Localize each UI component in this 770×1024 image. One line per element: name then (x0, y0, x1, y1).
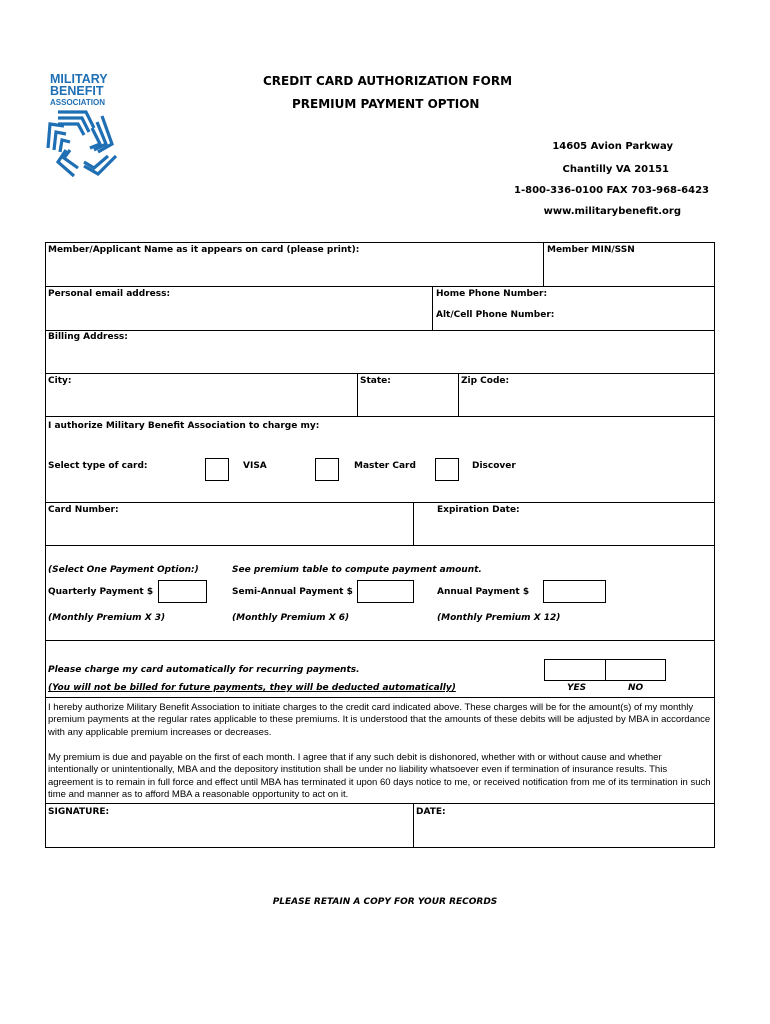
recurring-note: (You will not be billed for future payments, they will be deducted automatically) (48, 683, 456, 693)
select-option-label: (Select One Payment Option:) (48, 565, 199, 575)
annual-amount-field[interactable] (543, 580, 606, 603)
mastercard-checkbox[interactable] (315, 458, 339, 481)
mba-star-logo-icon (44, 106, 120, 178)
email-field[interactable] (47, 302, 430, 328)
cell-phone-field[interactable] (552, 309, 712, 327)
yes-label: YES (567, 683, 587, 693)
member-name-label: Member/Applicant Name as it appears on card (please print): (48, 245, 360, 255)
divider (413, 803, 414, 848)
member-name-field[interactable] (47, 258, 541, 284)
date-field[interactable] (415, 820, 712, 846)
logo (50, 73, 130, 108)
logo-line1: MILITARY (50, 72, 108, 86)
form-title: CREDIT CARD AUTHORIZATION FORM (263, 74, 513, 88)
divider (432, 286, 433, 330)
visa-checkbox[interactable] (205, 458, 229, 481)
expiration-label: Expiration Date: (437, 505, 520, 515)
divider (45, 286, 715, 287)
authorization-paragraph: I hereby authorize Military Benefit Association to initiate charges to the credit card indicated above. These charges will be for the amount(s) of my monthly premium payments at the regular rates applicable to these premiums. It is understood that the amounts of these debits will be adjusted by MBA in accordance with any applicable premium increases or decreases. (48, 702, 711, 738)
home-phone-field[interactable] (540, 288, 712, 306)
city-label: City: (48, 376, 72, 386)
billing-address-field[interactable] (47, 345, 712, 371)
divider (45, 416, 715, 417)
recurring-yes-box[interactable] (544, 659, 606, 681)
card-number-field[interactable] (47, 518, 411, 543)
discover-label: Discover (472, 461, 516, 471)
semiannual-amount-field[interactable] (357, 580, 414, 603)
divider (45, 373, 715, 374)
address-line1: 14605 Avion Parkway (552, 141, 673, 152)
logo-line2: BENEFIT (50, 84, 104, 98)
divider (413, 502, 414, 545)
visa-label: VISA (243, 461, 267, 471)
member-min-label: Member MIN/SSN (547, 245, 635, 255)
logo-line3: ASSOCIATION (50, 98, 105, 107)
divider (45, 330, 715, 331)
divider (357, 373, 358, 416)
zip-field[interactable] (460, 389, 712, 414)
date-label: DATE: (416, 807, 446, 817)
card-number-label: Card Number: (48, 505, 119, 515)
retain-copy-note: PLEASE RETAIN A COPY FOR YOUR RECORDS (272, 897, 498, 907)
discover-checkbox[interactable] (435, 458, 459, 481)
divider (458, 373, 459, 416)
annual-label: Annual Payment $ (437, 587, 530, 597)
billing-address-label: Billing Address: (48, 332, 128, 342)
authorize-label: I authorize Military Benefit Association to charge my: (48, 421, 320, 431)
state-label: State: (360, 376, 391, 386)
signature-label: SIGNATURE: (48, 807, 110, 817)
state-field[interactable] (359, 389, 456, 414)
home-phone-label: Home Phone Number: (436, 289, 548, 299)
city-field[interactable] (47, 389, 355, 414)
zip-label: Zip Code: (461, 376, 510, 386)
quarterly-label: Quarterly Payment $ (48, 587, 154, 597)
recurring-label: Please charge my card automatically for recurring payments. (48, 665, 360, 675)
mastercard-label: Master Card (354, 461, 416, 471)
divider (45, 803, 715, 804)
premium-table-note: See premium table to compute payment amount. (232, 565, 482, 575)
divider (45, 697, 715, 698)
card-type-label: Select type of card: (48, 461, 148, 471)
terms-paragraph: My premium is due and payable on the first of each month. I agree that if any such debit is dishonored, whether with or without cause and whether intentionally or unintentionally, MBA and the depository institution shall be under no liability whatsoever even if termination of insurance results. This agreement is to remain in full force and effect until MBA has terminated it upon 60 days notice to me, or received notification from me of its termination in such time and manner as to afford MBA a reasonable opportunity to act on it. (48, 752, 711, 800)
cell-phone-label: Alt/Cell Phone Number: (436, 310, 555, 320)
divider (45, 640, 715, 641)
no-label: NO (628, 683, 644, 693)
annual-note: (Monthly Premium X 12) (437, 613, 561, 623)
quarterly-note: (Monthly Premium X 3) (48, 613, 166, 623)
divider (543, 242, 544, 286)
form-subtitle: PREMIUM PAYMENT OPTION (292, 97, 480, 111)
divider (45, 545, 715, 546)
semiannual-label: Semi-Annual Payment $ (232, 587, 353, 597)
recurring-no-box[interactable] (605, 659, 666, 681)
address-line2: Chantilly VA 20151 (562, 164, 669, 175)
signature-field[interactable] (47, 820, 411, 846)
email-label: Personal email address: (48, 289, 171, 299)
semiannual-note: (Monthly Premium X 6) (232, 613, 350, 623)
member-min-field[interactable] (546, 258, 712, 284)
website: www.militarybenefit.org (543, 206, 681, 217)
phone-fax: 1-800-336-0100 FAX 703-968-6423 (514, 185, 709, 196)
divider (45, 502, 715, 503)
expiration-field[interactable] (415, 518, 712, 543)
quarterly-amount-field[interactable] (158, 580, 207, 603)
